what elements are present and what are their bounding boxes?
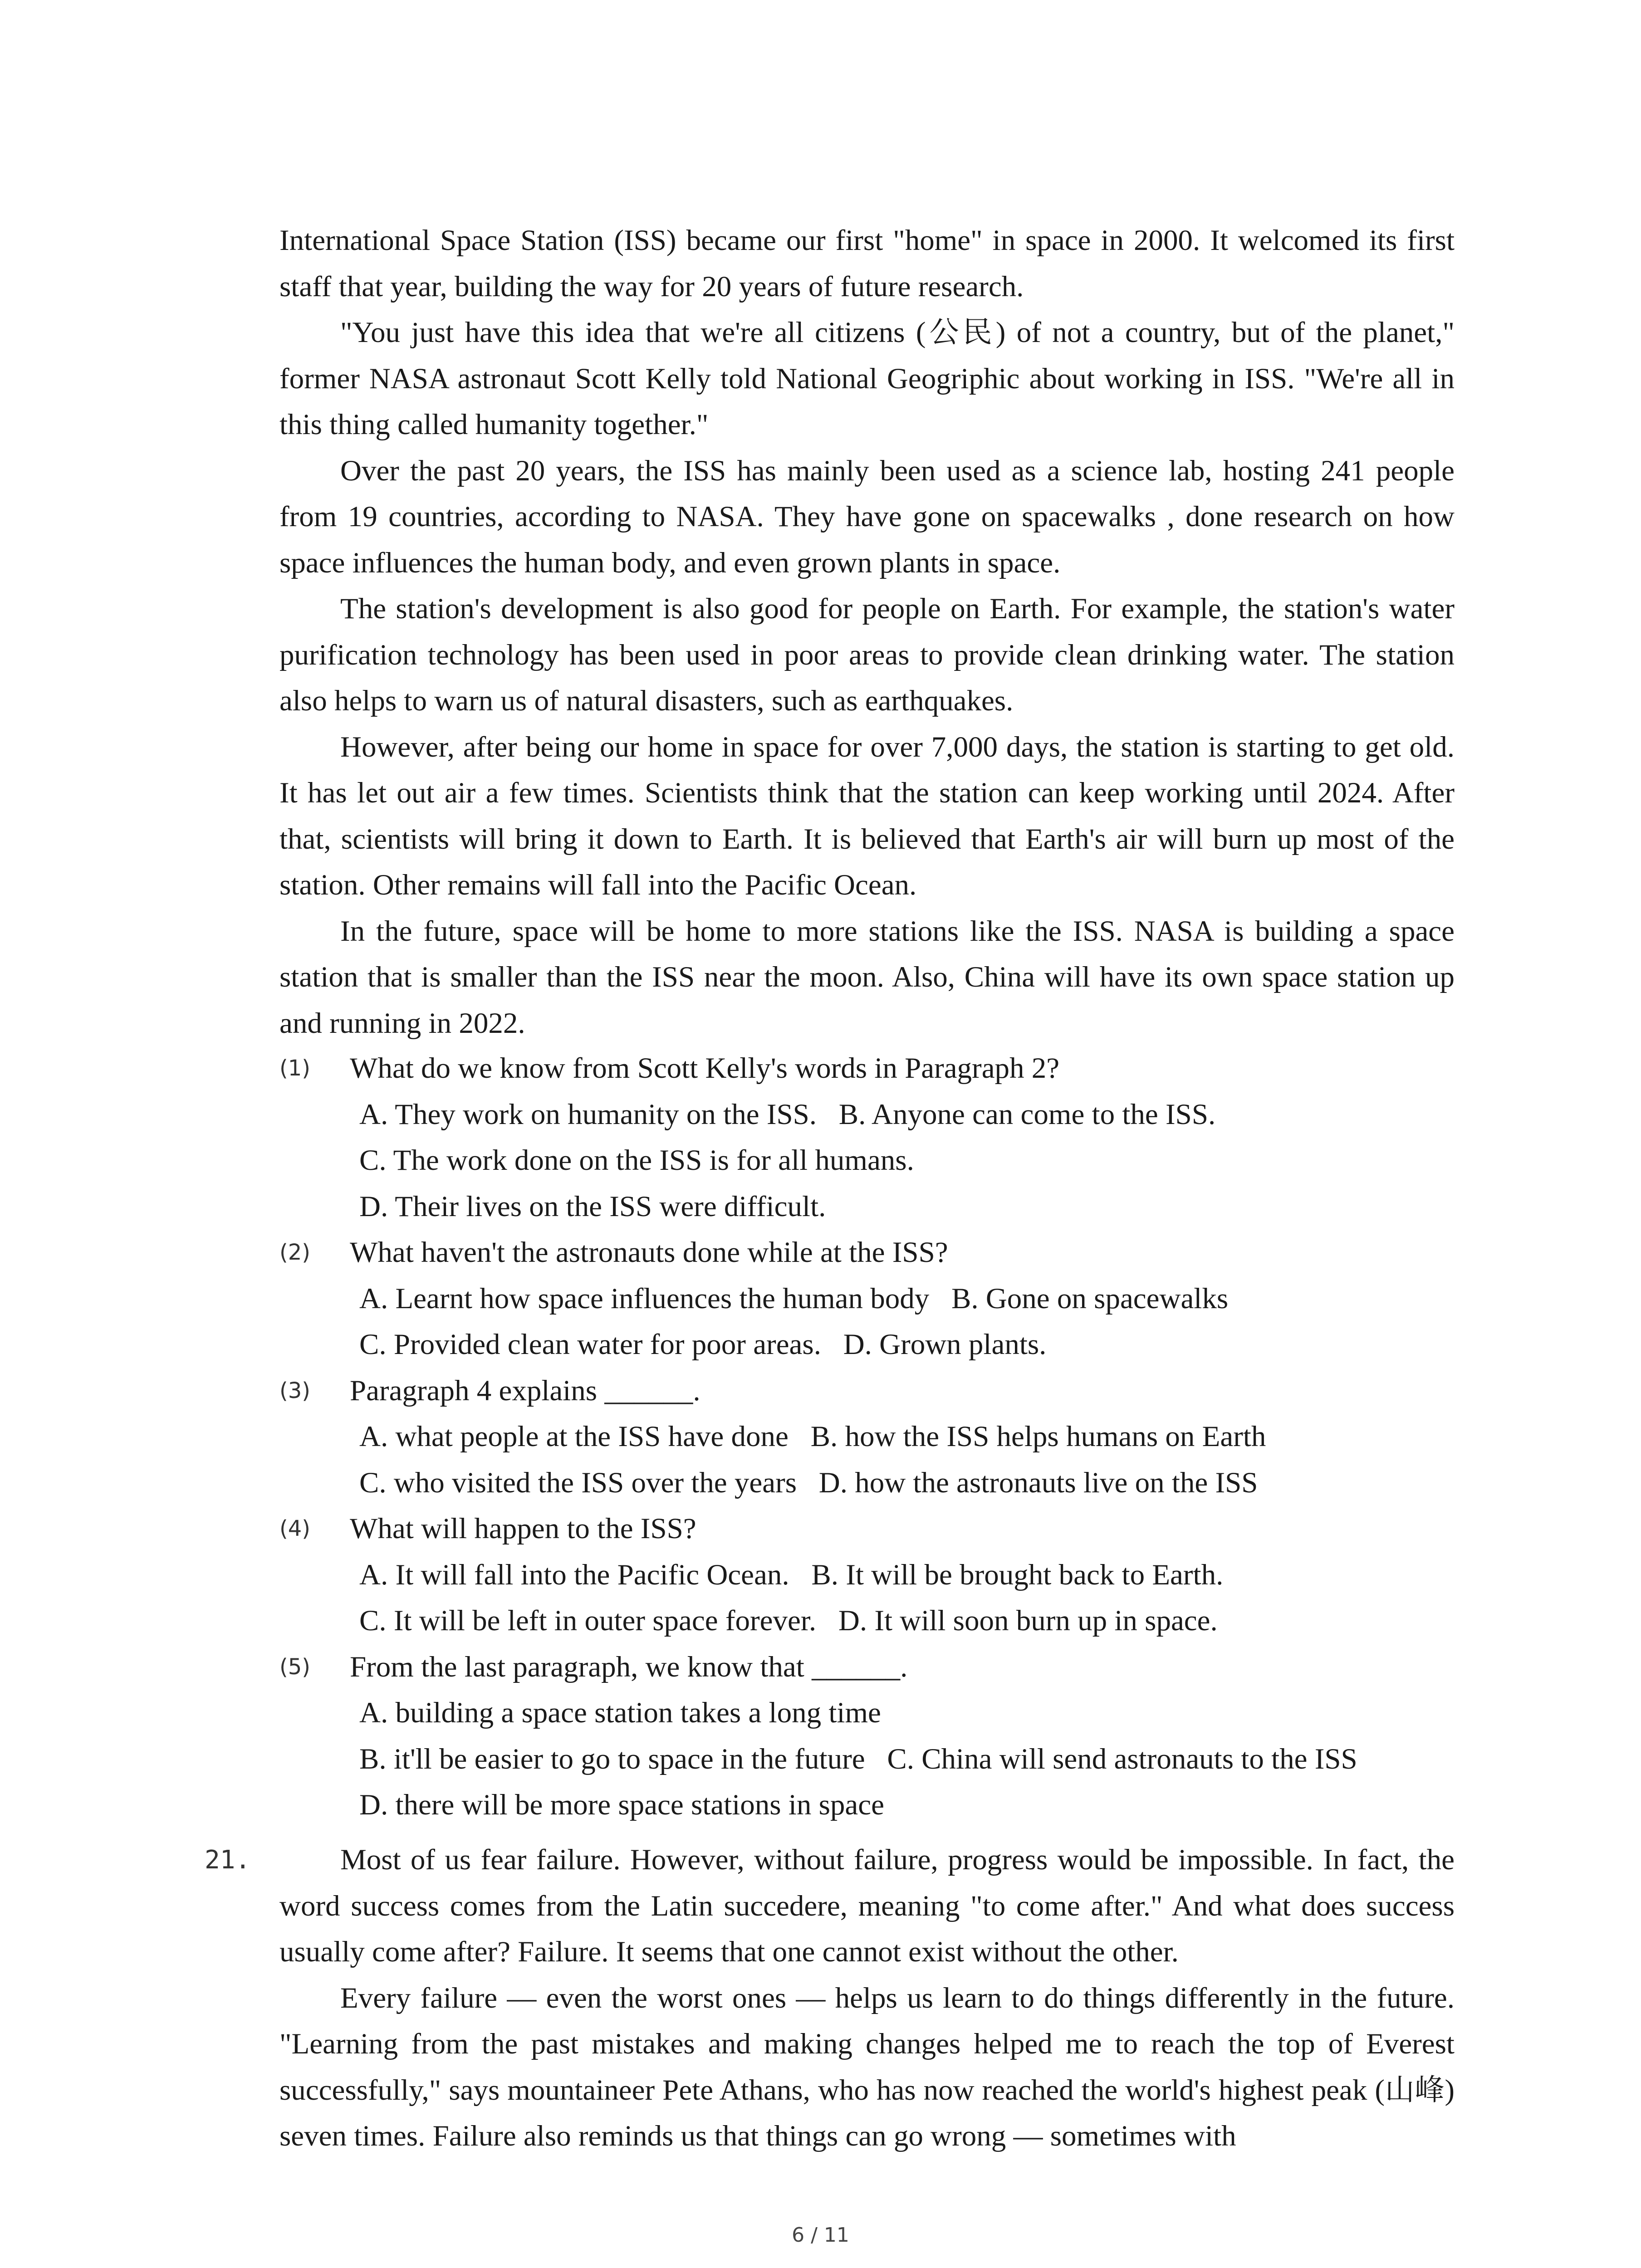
question-stem: What will happen to the ISS? (350, 1512, 696, 1545)
question-number: (5) (279, 1654, 310, 1680)
passage-paragraph-5: However, after being our home in space for over 7,000 days, the station is starting to get old. It has let out air a few times. Scientists think that the station can keep working until 2024. After that, scientists will bring it down to Earth. It is believed that Earth's air will burn up most of the station. Other remains will fall into the Pacific Ocean. (279, 730, 1455, 901)
question-3 (279, 1368, 1455, 1506)
passage-paragraph-1: International Space Station (ISS) became our first "home" in space in 2000. It welcomed its first staff that year, building the way for 20 years of future research. (279, 224, 1455, 303)
question-number: (2) (279, 1240, 310, 1265)
option-line: D. there will be more space stations in space (359, 1789, 884, 1821)
option-line: C. It will be left in outer space forever. D. It will soon burn up in space. (359, 1604, 1218, 1637)
option-line: B. it'll be easier to go to space in the future C. China will send astronauts to the ISS (359, 1742, 1357, 1775)
question-4 (279, 1506, 1455, 1644)
passage-paragraph-2: "You just have this idea that we're all citizens (公民) of not a country, but of the planet," former NASA astronaut Scott Kelly told National Geogriphic about working in ISS. "We're all in this thing called humanity together." (279, 316, 1455, 441)
page-indicator: 6 / 11 (792, 2224, 849, 2247)
question-stem: What do we know from Scott Kelly's words in Paragraph 2? (350, 1052, 1060, 1085)
question-stem: From the last paragraph, we know that ______. (350, 1650, 908, 1683)
question-number: (4) (279, 1516, 310, 1541)
question-list (279, 1046, 1455, 1828)
option-line: A. what people at the ISS have done B. how the ISS helps humans on Earth (359, 1420, 1266, 1453)
option-line: C. Provided clean water for poor areas. D. Grown plants. (359, 1328, 1047, 1361)
option-line: A. building a space station takes a long time (359, 1696, 881, 1729)
option-line: C. who visited the ISS over the years D. how the astronauts live on the ISS (359, 1466, 1258, 1499)
section-number: 21. (205, 1845, 251, 1875)
option-line: A. It will fall into the Pacific Ocean. B. It will be brought back to Earth. (359, 1558, 1224, 1591)
passage-paragraph-6: In the future, space will be home to more stations like the ISS. NASA is building a space station that is smaller than the ISS near the moon. Also, China will have its own space station up and running in 2022. (279, 914, 1455, 1040)
reading-passage (279, 218, 1455, 1046)
option-line: A. They work on humanity on the ISS. B. Anyone can come to the ISS. (359, 1098, 1216, 1131)
question-number: (1) (279, 1056, 310, 1081)
question-1 (279, 1046, 1455, 1230)
question-2 (279, 1230, 1455, 1368)
option-line: C. The work done on the ISS is for all humans. (359, 1144, 914, 1177)
question-stem: What haven't the astronauts done while at the ISS? (350, 1236, 948, 1269)
passage-paragraph-3: Over the past 20 years, the ISS has mainly been used as a science lab, hosting 241 people from 19 countries, according to NASA. They have gone on spacewalks , done research on how space influences the human body, and even grown plants in space. (279, 454, 1455, 579)
section-21-paragraph-2: Every failure — even the worst ones — helps us learn to do things differently in the future. "Learning from the past mistakes and making changes helped me to reach the top of Everest successfully," says mountaineer Pete Athans, who has now reached the world's highest peak (山峰) seven times. Failure also reminds us that things can go wrong — sometimes with (279, 1981, 1455, 2152)
question-5 (279, 1644, 1455, 1828)
question-number: (3) (279, 1378, 310, 1403)
section-21 (205, 1837, 1455, 2160)
question-stem: Paragraph 4 explains ______. (350, 1374, 700, 1407)
passage-paragraph-4: The station's development is also good for people on Earth. For example, the station's water purification technology has been used in poor areas to provide clean drinking water. The station also helps to warn us of natural disasters, such as earthquakes. (279, 592, 1455, 717)
option-line: D. Their lives on the ISS were difficult. (359, 1190, 826, 1223)
section-21-paragraph-1: Most of us fear failure. However, without failure, progress would be impossible. In fact, the word success comes from the Latin succedere, meaning "to come after." And what does success usually come after? Failure. It seems that one cannot exist without the other. (279, 1843, 1455, 1968)
option-line: A. Learnt how space influences the human body B. Gone on spacewalks (359, 1282, 1229, 1315)
